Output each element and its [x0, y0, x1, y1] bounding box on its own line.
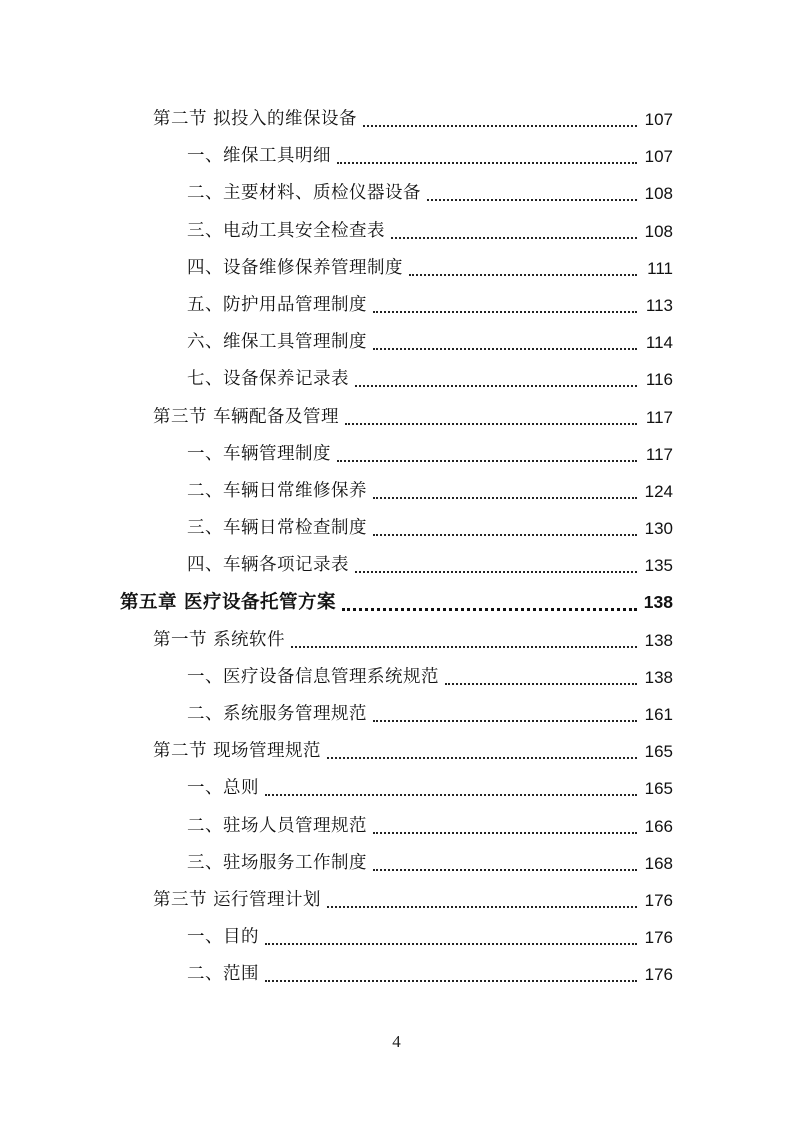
dot-leader — [291, 645, 637, 648]
toc-section-entry[interactable] — [0, 733, 793, 770]
toc-entry-page-number: 138 — [644, 630, 673, 650]
toc-subsection-entry[interactable] — [0, 287, 793, 324]
toc-entry-page-number: 107 — [644, 147, 673, 167]
toc-entry-page-number: 107 — [644, 110, 673, 129]
toc-subsection-entry[interactable] — [0, 510, 793, 547]
dot-leader — [265, 793, 637, 796]
toc-subsection-entry[interactable] — [0, 956, 793, 993]
dot-leader — [373, 496, 637, 499]
toc-entry-title: 第三节 运行管理计划 — [153, 889, 322, 910]
toc-entry-page-number: 117 — [645, 444, 673, 464]
dot-leader — [373, 831, 637, 834]
toc-entry-page-number: 168 — [644, 853, 673, 873]
toc-entry-title: 第一节 系统软件 — [153, 629, 286, 650]
table-of-contents — [0, 101, 793, 994]
toc-subsection-entry[interactable] — [0, 250, 793, 287]
dot-leader — [355, 570, 637, 573]
dot-leader — [265, 942, 637, 945]
toc-entry-title: 七、设备保养记录表 — [187, 369, 349, 390]
toc-entry-title: 一、维保工具明细 — [187, 146, 331, 167]
dot-leader — [373, 719, 637, 722]
toc-entry-page-number: 166 — [644, 816, 673, 836]
dot-leader — [373, 868, 637, 871]
toc-entry-page-number: 116 — [645, 370, 673, 390]
toc-entry-title: 六、维保工具管理制度 — [187, 332, 367, 353]
toc-entry-title: 第二节 现场管理规范 — [153, 741, 322, 762]
dot-leader — [373, 310, 637, 313]
dot-leader — [391, 236, 637, 239]
dot-leader — [337, 459, 637, 462]
toc-section-entry[interactable] — [0, 101, 793, 138]
dot-leader — [327, 756, 637, 759]
toc-entry-page-number: 176 — [644, 928, 673, 948]
toc-subsection-entry[interactable] — [0, 547, 793, 584]
dot-leader — [345, 422, 637, 425]
toc-subsection-entry[interactable] — [0, 473, 793, 510]
toc-subsection-entry[interactable] — [0, 919, 793, 956]
toc-entry-title: 三、驻场服务工作制度 — [187, 852, 367, 873]
dot-leader — [445, 682, 637, 685]
toc-subsection-entry[interactable] — [0, 808, 793, 845]
toc-entry-page-number: 135 — [644, 556, 673, 576]
toc-entry-page-number: 165 — [644, 779, 673, 799]
dot-leader — [327, 905, 637, 908]
toc-entry-page-number: 108 — [644, 221, 673, 241]
dot-leader — [342, 607, 637, 611]
toc-subsection-entry[interactable] — [0, 213, 793, 250]
toc-subsection-entry[interactable] — [0, 436, 793, 473]
toc-entry-title: 三、电动工具安全检查表 — [187, 220, 385, 241]
toc-entry-page-number: 176 — [644, 965, 673, 985]
toc-entry-title: 第五章 医疗设备托管方案 — [120, 592, 336, 614]
toc-entry-title: 一、目的 — [187, 927, 259, 948]
toc-section-entry[interactable] — [0, 622, 793, 659]
toc-entry-title: 五、防护用品管理制度 — [187, 294, 367, 315]
toc-subsection-entry[interactable] — [0, 770, 793, 807]
toc-subsection-entry[interactable] — [0, 324, 793, 361]
toc-entry-page-number: 108 — [644, 184, 673, 204]
toc-entry-page-number: 165 — [644, 742, 673, 762]
dot-leader — [265, 979, 637, 982]
toc-entry-title: 二、驻场人员管理规范 — [187, 815, 367, 836]
toc-subsection-entry[interactable] — [0, 696, 793, 733]
toc-entry-page-number: 138 — [643, 592, 673, 613]
toc-entry-page-number: 124 — [644, 481, 673, 501]
toc-subsection-entry[interactable] — [0, 361, 793, 398]
page-number: 4 — [392, 1032, 401, 1051]
dot-leader — [337, 161, 637, 164]
toc-entry-title: 一、车辆管理制度 — [187, 443, 331, 464]
dot-leader — [373, 533, 637, 536]
toc-chapter-entry[interactable] — [0, 584, 793, 621]
toc-entry-title: 一、医疗设备信息管理系统规范 — [187, 666, 439, 687]
dot-leader — [355, 384, 637, 387]
toc-entry-page-number: 138 — [644, 667, 673, 687]
toc-entry-title: 二、范围 — [187, 964, 259, 985]
toc-entry-title: 一、总则 — [187, 778, 259, 799]
toc-entry-page-number: 111 — [647, 258, 673, 278]
toc-entry-page-number: 114 — [645, 333, 673, 353]
toc-entry-title: 四、设备维修保养管理制度 — [187, 257, 403, 278]
toc-section-entry[interactable] — [0, 882, 793, 919]
dot-leader — [373, 347, 637, 350]
toc-entry-page-number: 117 — [645, 407, 673, 427]
toc-subsection-entry[interactable] — [0, 659, 793, 696]
toc-entry-page-number: 161 — [644, 705, 673, 724]
toc-section-entry[interactable] — [0, 399, 793, 436]
toc-entry-page-number: 176 — [644, 890, 673, 910]
toc-subsection-entry[interactable] — [0, 175, 793, 212]
dot-leader — [363, 124, 637, 127]
toc-entry-title: 四、车辆各项记录表 — [187, 555, 349, 576]
toc-entry-page-number: 113 — [645, 295, 673, 315]
toc-entry-title: 二、系统服务管理规范 — [187, 704, 367, 724]
dot-leader — [427, 198, 637, 201]
toc-entry-title: 三、车辆日常检查制度 — [187, 518, 367, 539]
toc-entry-title: 第三节 车辆配备及管理 — [153, 406, 340, 427]
toc-entry-page-number: 130 — [644, 519, 673, 539]
toc-entry-title: 二、主要材料、质检仪器设备 — [187, 183, 421, 204]
toc-entry-title: 二、车辆日常维修保养 — [187, 480, 367, 501]
toc-subsection-entry[interactable] — [0, 845, 793, 882]
toc-entry-title: 第二节 拟投入的维保设备 — [153, 109, 358, 129]
dot-leader — [409, 273, 637, 276]
toc-subsection-entry[interactable] — [0, 138, 793, 175]
